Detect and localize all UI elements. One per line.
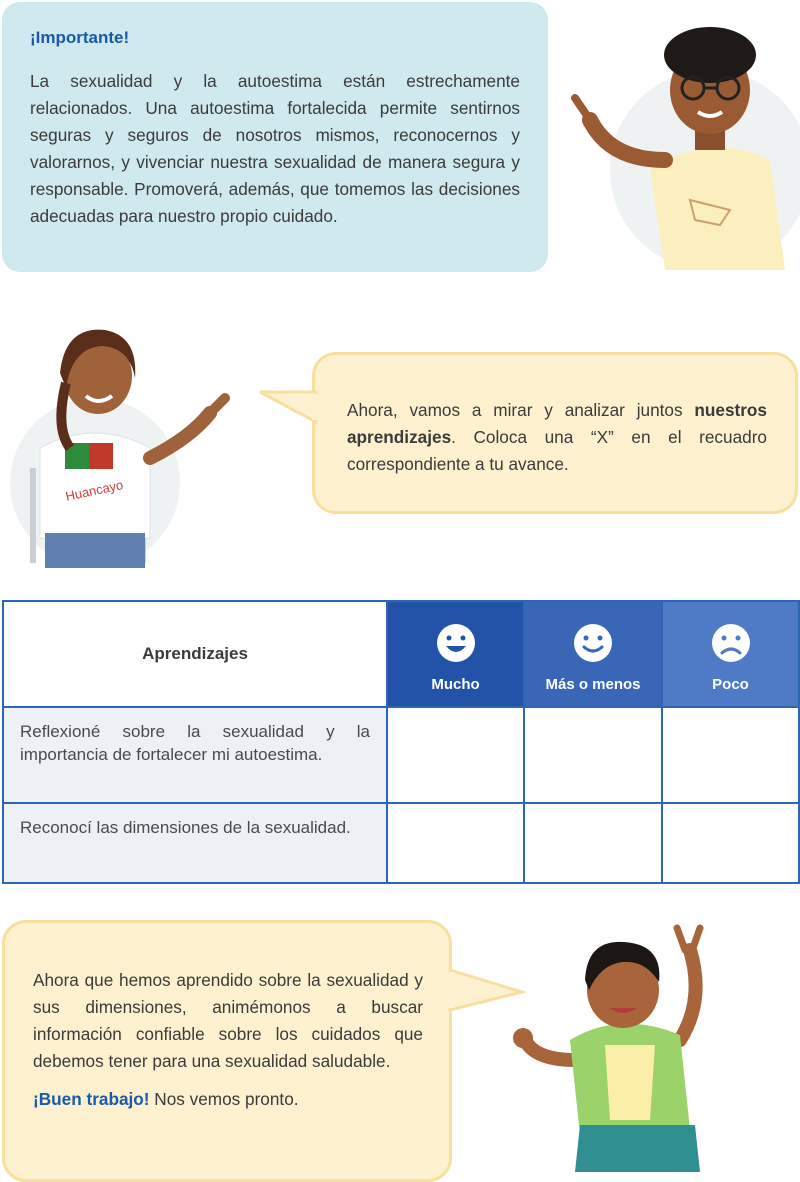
sad-face-icon xyxy=(710,622,752,664)
girl-waving-illustration xyxy=(10,318,250,568)
column-header-poco xyxy=(662,601,799,707)
boy-dancing-illustration xyxy=(505,920,800,1172)
column-header-mas-o-menos xyxy=(524,601,662,707)
important-info-box xyxy=(2,2,548,272)
smile-face-icon xyxy=(572,622,614,664)
learning-table xyxy=(2,600,800,884)
bottom-bubble-text: Ahora que hemos aprendido sobre la sexualidad y sus dimensiones, animémonos a buscar información confiable sobre los cuidados que debemos tener para una sexualidad saludable. xyxy=(33,970,423,1071)
checkbox-row-1-mucho[interactable] xyxy=(387,707,524,803)
middle-bubble-text xyxy=(347,397,767,478)
checkbox-row-2-mas-o-menos[interactable] xyxy=(524,803,662,883)
middle-bubble-text-bold: nuestros aprendizajes xyxy=(347,400,767,447)
closing-bold: ¡Buen trabajo! xyxy=(33,1089,150,1109)
table-row-2-text: Reconocí las dimensiones de la sexualidad. xyxy=(3,803,387,883)
checkbox-row-2-mucho[interactable] xyxy=(387,803,524,883)
table-row-1-text: Reflexioné sobre la sexualidad y la importancia de fortalecer mi autoestima. xyxy=(3,707,387,803)
info-text: La sexualidad y la autoestima están estrechamente relacionados. Una autoestima fortalecida permite sentirnos seguras y seguros de nosotros mismos, reconocernos y valorarnos, y vivenciar nuestra sexualidad de manera segura y responsable. Promoverá, además, que tomemos las decisiones adecuadas para nuestro propio cuidado. xyxy=(30,71,520,226)
column-header-mucho xyxy=(387,601,524,707)
info-title: ¡Importante! xyxy=(30,28,130,47)
shirt-text: Huancayo xyxy=(64,477,125,504)
closing-line xyxy=(33,1089,423,1110)
checkbox-row-1-poco[interactable] xyxy=(662,707,799,803)
column-label-mas-o-menos: Más o menos xyxy=(545,676,641,693)
column-label-poco: Poco xyxy=(712,676,749,693)
speech-bubble-bottom xyxy=(2,920,452,1182)
checkbox-row-1-mas-o-menos[interactable] xyxy=(524,707,662,803)
column-label-mucho: Mucho xyxy=(431,676,480,693)
speech-bubble-tail xyxy=(256,388,318,428)
middle-bubble-text-start: Ahora, vamos a mirar y analizar juntos xyxy=(347,400,695,420)
very-happy-face-icon xyxy=(435,622,477,664)
checkbox-row-2-poco[interactable] xyxy=(662,803,799,883)
middle-bubble-text-end: . Coloca una “X” en el recuadro correspondiente a tu avance. xyxy=(347,427,767,474)
table-header-learnings: Aprendizajes xyxy=(3,601,387,707)
boy-pointing-illustration xyxy=(570,10,800,270)
closing-rest: Nos vemos pronto. xyxy=(149,1089,299,1109)
speech-bubble-middle xyxy=(312,352,798,514)
